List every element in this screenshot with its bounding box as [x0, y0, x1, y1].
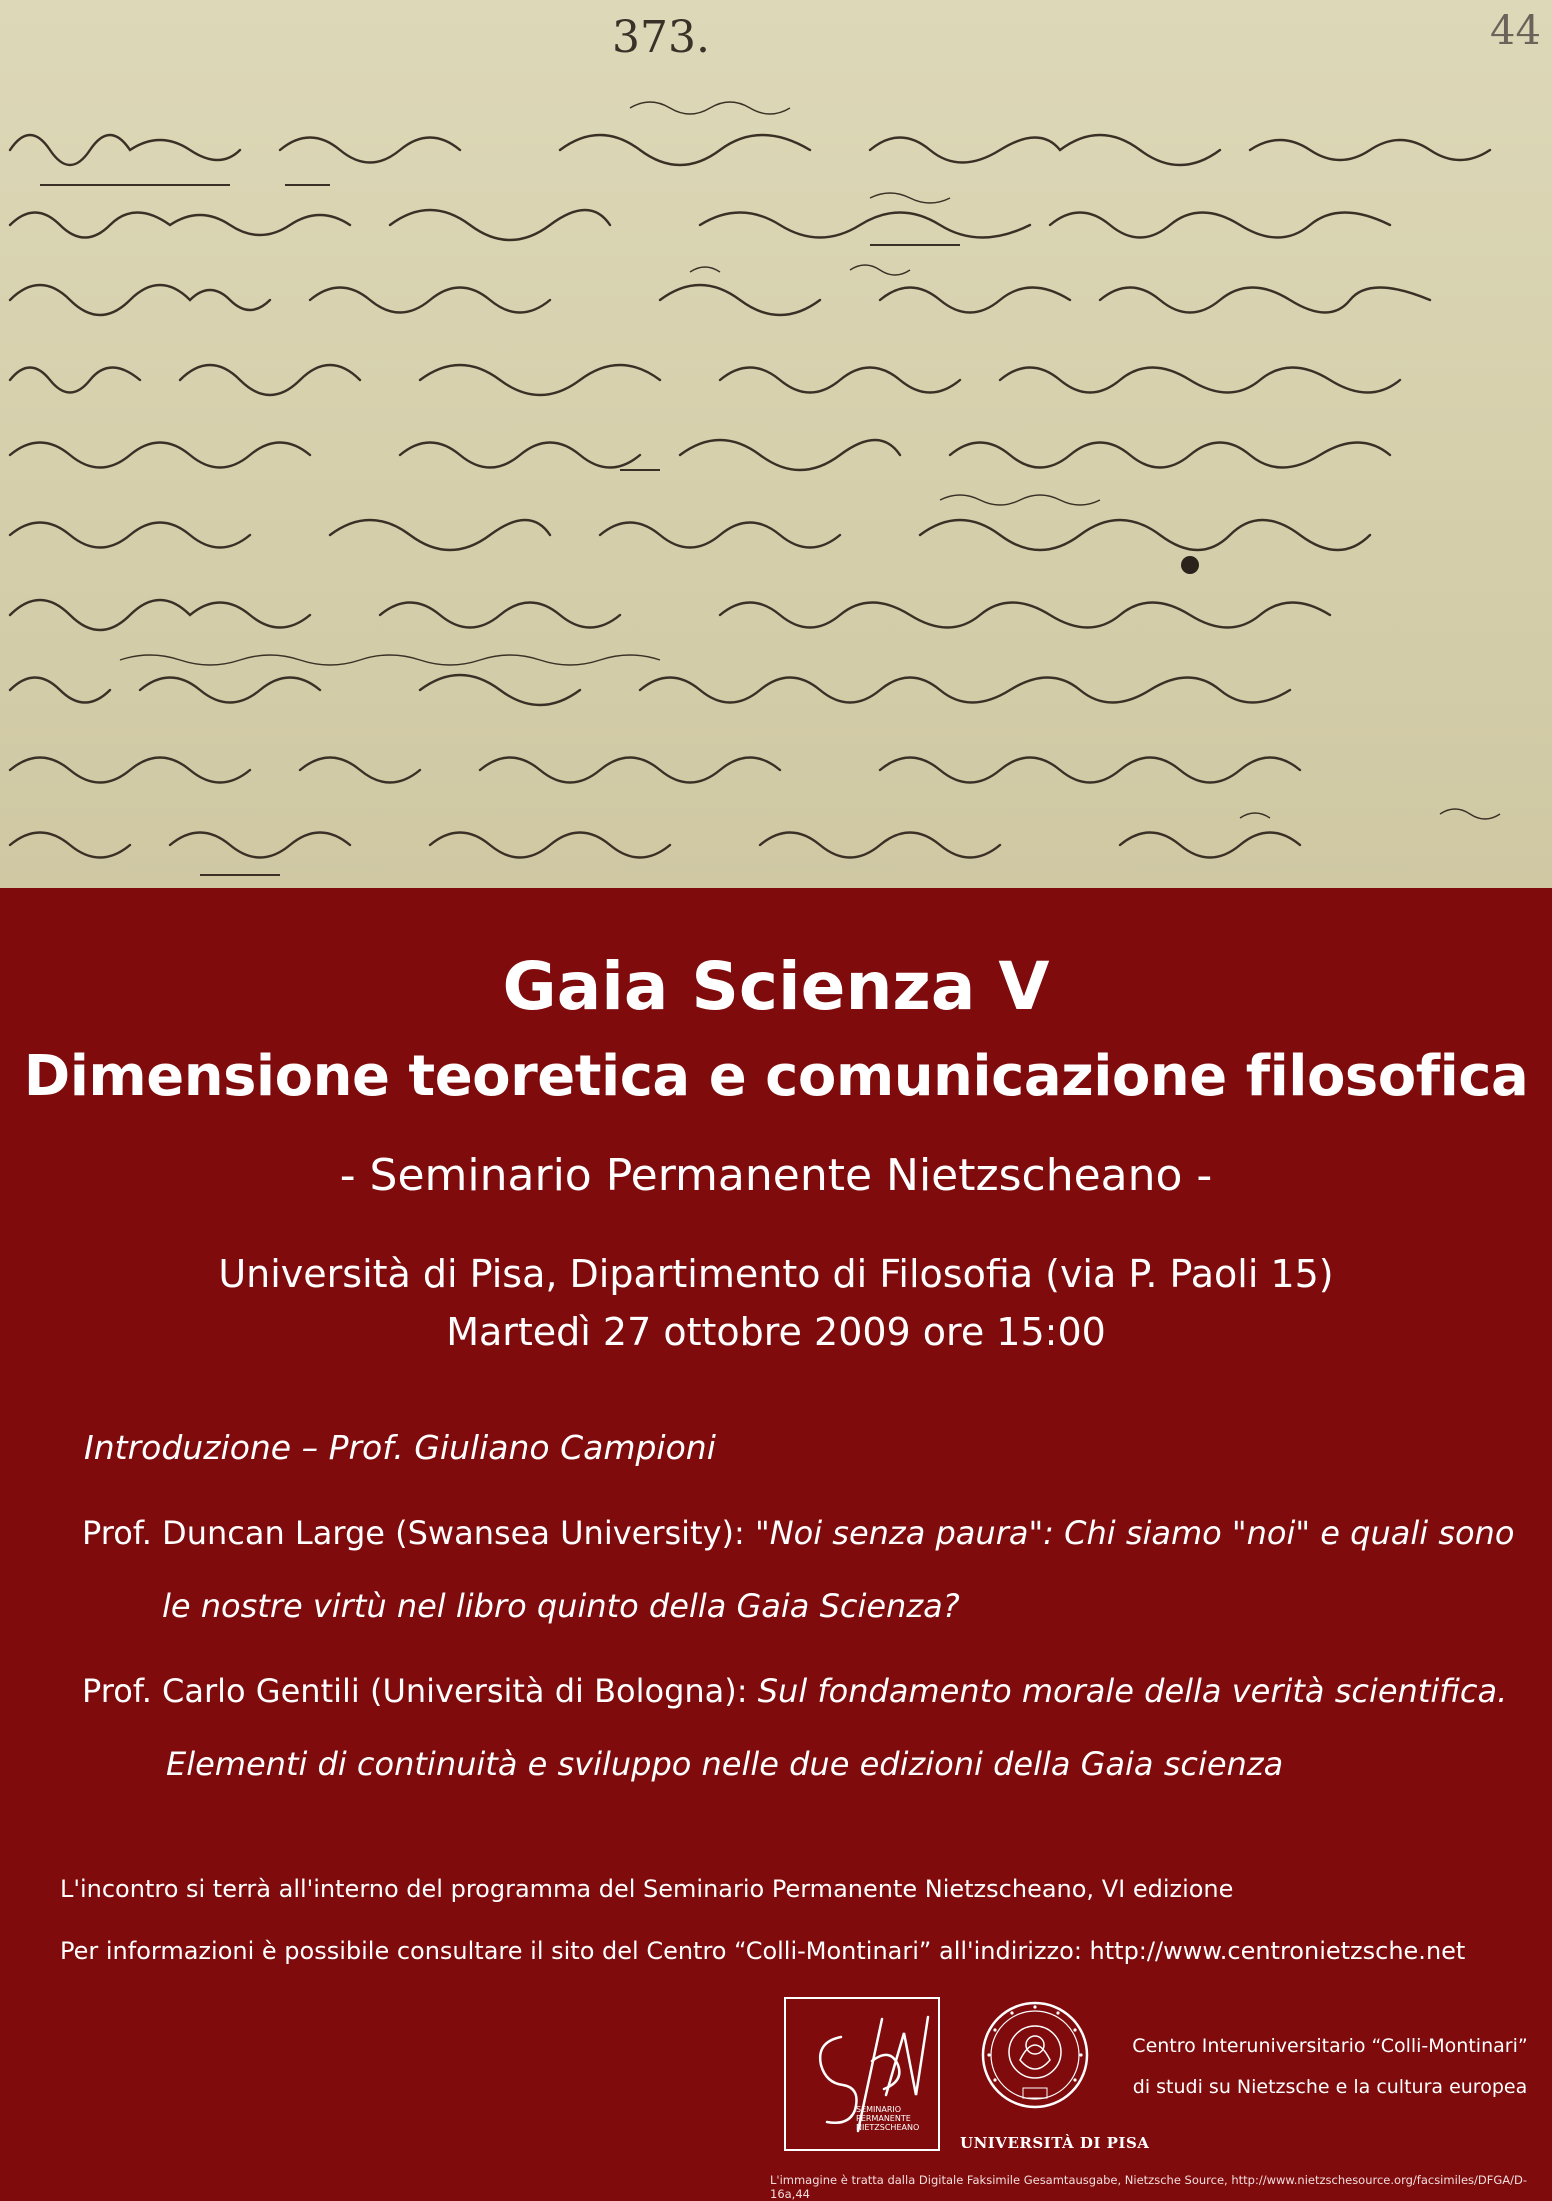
talk-title-continued: Elementi di continuità e sviluppo nelle due edizioni della Gaia scienza — [166, 1745, 1284, 1783]
university-seal-icon — [980, 2000, 1090, 2110]
manuscript-page-number: 373. — [612, 12, 710, 63]
spn-logo-text: SEMINARIO PERMANENTE NIETZSCHEANO — [856, 2105, 920, 2132]
manuscript-facsimile-image — [0, 0, 1552, 888]
centro-description: di studi su Nietzsche e la cultura europea — [1132, 2076, 1528, 2098]
talk-title: Sul fondamento morale della verità scientifica. — [757, 1672, 1508, 1710]
note-info: Per informazioni è possibile consultare il sito del Centro “Colli-Montinari” all'indirizzo: http://www.centronietzsche.net — [60, 1937, 1466, 1965]
talk-item — [82, 1655, 1522, 1801]
handwriting-strokes — [0, 0, 1552, 888]
talk-speaker: Prof. Carlo Gentili (Università di Bologna): — [82, 1672, 758, 1710]
talk-title-continued: le nostre virtù nel libro quinto della Gaia Scienza? — [162, 1587, 960, 1625]
manuscript-corner-number: 44 — [1490, 8, 1541, 54]
talk-title: "Noi senza paura": Chi siamo "noi" e quali sono — [754, 1514, 1515, 1552]
image-credit: L'immagine è tratta dalla Digitale Faksimile Gesamtausgabe, Nietzsche Source, http://www.nietzschesource.org/facsimiles/DFGA/D-16a,44 — [770, 2173, 1528, 2201]
talk-speaker: Prof. Duncan Large (Swansea University): — [82, 1514, 755, 1552]
note-program: L'incontro si terrà all'interno del programma del Seminario Permanente Nietzscheano, VI edizione — [60, 1875, 1234, 1903]
program-intro: Introduzione – Prof. Giuliano Campioni — [84, 1428, 716, 1467]
university-label: UNIVERSITÀ DI PISA — [960, 2134, 1150, 2152]
poster-title: Gaia Scienza V — [502, 948, 1050, 1025]
poster-subtitle: Dimensione teoretica e comunicazione filosofica — [23, 1044, 1529, 1109]
event-venue: Università di Pisa, Dipartimento di Filosofia (via P. Paoli 15) — [218, 1252, 1334, 1296]
series-name: - Seminario Permanente Nietzscheano - — [339, 1150, 1213, 1201]
talk-item — [82, 1497, 1522, 1643]
centro-name: Centro Interuniversitario “Colli-Montinari” — [1132, 2035, 1528, 2057]
spn-logo — [784, 1997, 940, 2151]
event-datetime: Martedì 27 ottobre 2009 ore 15:00 — [446, 1310, 1106, 1354]
